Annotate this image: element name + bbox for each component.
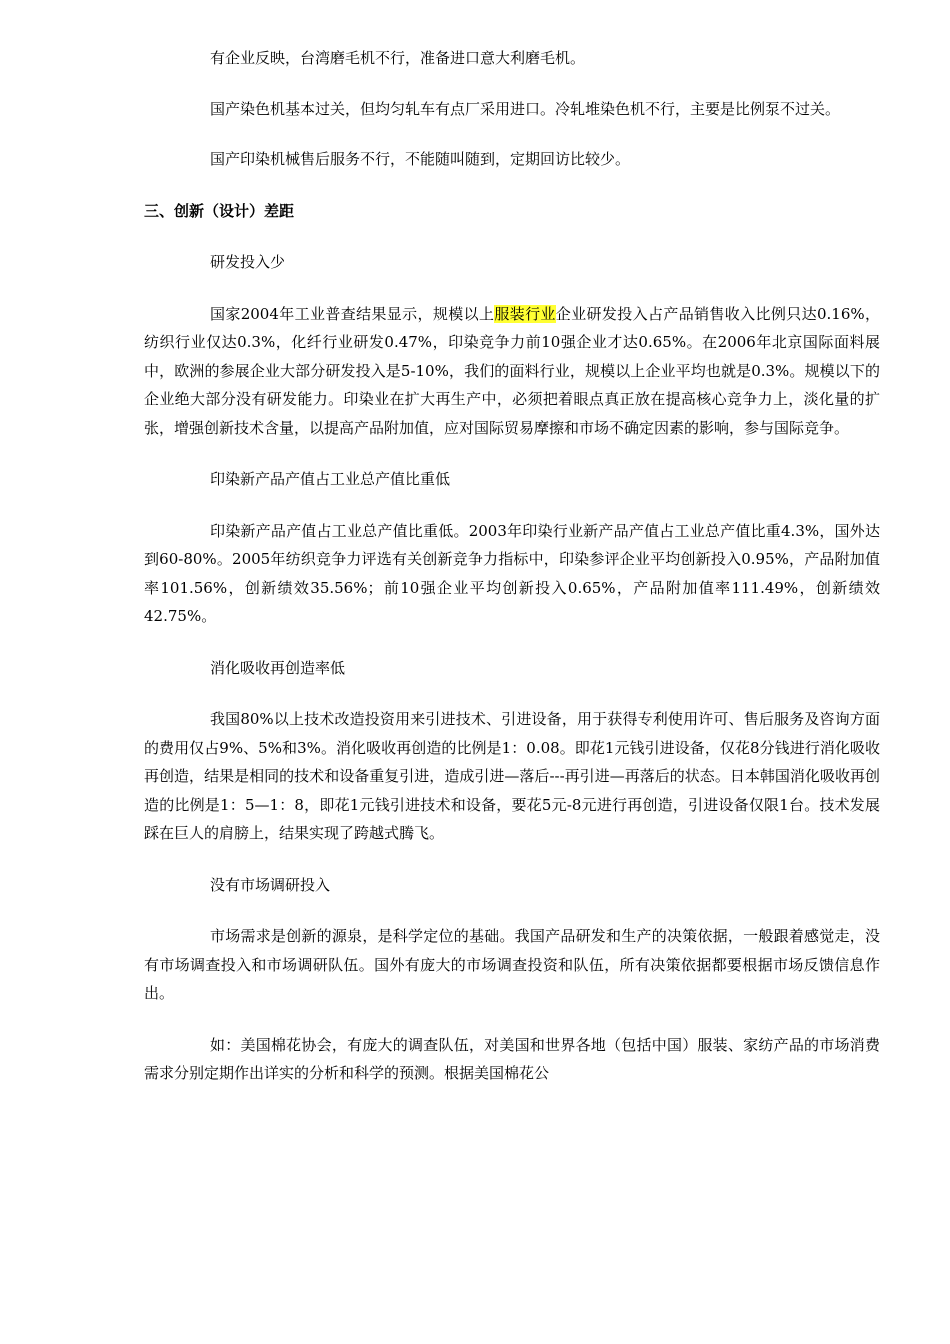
- paragraph-rd-investment: [144, 300, 880, 443]
- subheading-market-research: 没有市场调研投入: [210, 875, 331, 894]
- paragraph-absorption-rate: 我国80%以上技术改造投资用来引进技术、引进设备，用于获得专利使用许可、售后服务及咨询方面的费用仅占9%、5%和3%。消化吸收再创造的比例是1：0.08。即花1元钱引进设备，仅花8分钱进行消化吸收再创造，结果是相同的技术和设备重复引进，造成引进—落后---再引进—再落后的状态。日本韩国消化吸收再创造的比例是1：5—1：8，即花1元钱引进技术和设备，要花5元-8元进行再创造，引进设备仅限1台。技术发展踩在巨人的肩膀上，结果实现了跨越式腾飞。: [144, 710, 880, 842]
- highlighted-term: 服装行业: [494, 304, 556, 323]
- subheading-rd-investment: 研发投入少: [210, 253, 286, 271]
- paragraph-text: 国家2004年工业普查结果显示，规模以上: [210, 304, 495, 323]
- subheading-new-product-share: 印染新产品产值占工业总产值比重低: [210, 470, 451, 488]
- paragraph-market-research: 市场需求是创新的源泉，是科学定位的基础。我国产品研发和生产的决策依据，一般跟着感觉走，没有市场调查投入和市场调研队伍。国外有庞大的市场调查投资和队伍，所有决策依据都要根据市场反馈信息作出。: [144, 927, 880, 1002]
- document-page: [144, 44, 880, 1088]
- paragraph-text: 企业研发投入占产品销售收入比例只达0.16%，纺织行业仅达0.3%，化纤行业研发0.47%，印染竞争力前10强企业才达0.65%。在2006年北京国际面料展中，欧洲的参展企业大部分研发投入是5-10%，我们的面料行业，规模以上企业平均也就是0.3%。规模以下的企业绝大部分没有研发能力。印染业在扩大再生产中，必须把着眼点真正放在提高核心竞争力上，淡化量的扩张，增强创新技术含量，以提高产品附加值，应对国际贸易摩擦和市场不确定因素的影响，参与国际竞争。: [144, 304, 880, 437]
- paragraph-after-sales-service: 国产印染机械售后服务不行，不能随叫随到，定期回访比较少。: [210, 150, 631, 168]
- section-heading: 三、创新（设计）差距: [144, 201, 295, 220]
- subheading-absorption-rate: 消化吸收再创造率低: [210, 658, 346, 677]
- paragraph-sanding-machine: 有企业反映，台湾磨毛机不行，准备进口意大利磨毛机。: [210, 49, 586, 67]
- paragraph-new-product-share: 印染新产品产值占工业总产值比重低。2003年印染行业新产品产值占工业总产值比重4.3%，国外达到60-80%。2005年纺织竞争力评选有关创新竞争力指标中，印染参评企业平均创新投入0.95%，产品附加值率101.56%，创新绩效35.56%；前10强企业平均创新投入0.65%，产品附加值率111.49%，创新绩效42.75%。: [144, 521, 880, 625]
- paragraph-dyeing-machine: 国产染色机基本过关，但均匀轧车有点厂采用进口。冷轧堆染色机不行，主要是比例泵不过关。: [210, 99, 841, 118]
- paragraph-cotton-council: 如：美国棉花协会，有庞大的调查队伍，对美国和世界各地（包括中国）服装、家纺产品的市场消费需求分别定期作出详实的分析和科学的预测。根据美国棉花公: [144, 1035, 880, 1082]
